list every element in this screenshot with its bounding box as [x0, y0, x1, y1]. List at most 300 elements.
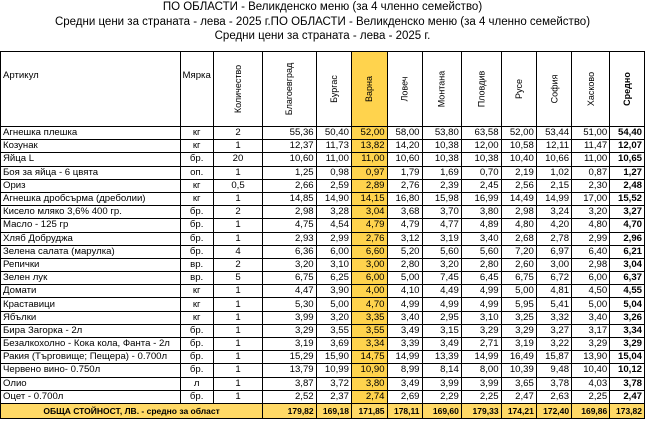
total-cell: 174,21 [501, 403, 536, 418]
item-unit: бр. [180, 245, 213, 258]
price-cell: 2,80 [387, 258, 422, 271]
table-row [1, 153, 645, 166]
price-cell: 3,40 [572, 311, 610, 324]
price-cell: 2,52 [263, 390, 316, 403]
price-cell: 3,29 [501, 324, 536, 337]
price-cell: 2,80 [461, 258, 501, 271]
price-cell: 2,25 [461, 390, 501, 403]
price-cell: 10,39 [501, 364, 536, 377]
avg-cell: 54,40 [610, 127, 645, 140]
price-cell: 0,97 [351, 166, 387, 179]
avg-cell: 2,48 [610, 179, 645, 192]
item-unit: кг [180, 311, 213, 324]
price-cell: 4,10 [387, 285, 422, 298]
price-cell: 4,99 [461, 298, 501, 311]
price-cell: 3,87 [263, 377, 316, 390]
table-row [1, 324, 645, 337]
avg-cell: 5,04 [610, 298, 645, 311]
price-cell: 51,00 [572, 127, 610, 140]
table-row [1, 351, 645, 364]
price-cell: 2,78 [536, 232, 571, 245]
price-cell: 3,00 [536, 258, 571, 271]
price-cell: 10,60 [387, 153, 422, 166]
price-cell: 3,69 [316, 338, 351, 351]
price-cell: 13,79 [263, 364, 316, 377]
title-block [0, 0, 645, 44]
header-article: Артикул [1, 52, 181, 127]
price-cell: 3,29 [572, 338, 610, 351]
price-cell: 3,15 [422, 324, 461, 337]
item-qty: 5 [213, 272, 262, 285]
price-cell: 2,99 [316, 232, 351, 245]
price-cell: 6,75 [263, 272, 316, 285]
avg-cell: 10,12 [610, 364, 645, 377]
price-cell: 10,99 [316, 364, 351, 377]
item-qty: 1 [213, 338, 262, 351]
price-cell: 12,11 [536, 140, 571, 153]
price-cell: 14,99 [536, 192, 571, 205]
price-cell: 3,49 [387, 324, 422, 337]
price-cell: 10,60 [263, 153, 316, 166]
price-cell: 10,38 [422, 153, 461, 166]
price-cell: 4,03 [572, 377, 610, 390]
price-cell: 3,34 [351, 338, 387, 351]
item-name: Репички [1, 258, 181, 271]
price-cell: 6,36 [263, 245, 316, 258]
price-cell: 3,80 [351, 377, 387, 390]
price-cell: 0,87 [572, 166, 610, 179]
price-cell: 13,39 [422, 351, 461, 364]
price-cell: 1,69 [422, 166, 461, 179]
price-cell: 2,89 [351, 179, 387, 192]
price-cell: 3,17 [572, 324, 610, 337]
table-row [1, 364, 645, 377]
price-cell: 4,81 [536, 285, 571, 298]
item-name: Кисело мляко 3,6% 400 гр. [1, 206, 181, 219]
item-name: Ориз [1, 179, 181, 192]
item-qty: 1 [213, 232, 262, 245]
price-cell: 1,79 [387, 166, 422, 179]
price-cell: 13,90 [572, 351, 610, 364]
price-cell: 3,90 [316, 285, 351, 298]
price-cell: 2,47 [501, 390, 536, 403]
avg-cell: 1,27 [610, 166, 645, 179]
avg-cell: 3,27 [610, 206, 645, 219]
item-name: Масло - 125 гр [1, 219, 181, 232]
price-cell: 9,48 [536, 364, 571, 377]
price-cell: 3,68 [387, 206, 422, 219]
price-cell: 6,72 [536, 272, 571, 285]
price-cell: 3,28 [316, 206, 351, 219]
item-qty: 1 [213, 140, 262, 153]
total-cell: 179,82 [263, 403, 316, 418]
price-cell: 4,80 [572, 219, 610, 232]
item-unit: л [180, 377, 213, 390]
price-cell: 6,75 [501, 272, 536, 285]
price-cell: 3,40 [461, 232, 501, 245]
total-cell: 169,60 [422, 403, 461, 418]
price-cell: 5,20 [387, 245, 422, 258]
header-unit: Мярка [180, 52, 213, 127]
price-cell: 3,20 [422, 258, 461, 271]
price-cell: 11,47 [572, 140, 610, 153]
item-name: Агнешка дробсърма (дреболии) [1, 192, 181, 205]
avg-cell: 2,47 [610, 390, 645, 403]
avg-cell: 15,04 [610, 351, 645, 364]
table-row [1, 285, 645, 298]
total-row [1, 403, 645, 418]
table-row [1, 232, 645, 245]
price-cell: 2,63 [536, 390, 571, 403]
price-cell: 2,59 [316, 179, 351, 192]
price-cell: 3,29 [263, 324, 316, 337]
price-cell: 3,70 [422, 206, 461, 219]
header-qty: Количество [213, 52, 262, 127]
price-cell: 3,49 [387, 377, 422, 390]
price-cell: 6,97 [536, 245, 571, 258]
header-row [1, 52, 645, 127]
price-cell: 14,99 [387, 351, 422, 364]
price-cell: 4,99 [387, 298, 422, 311]
price-cell: 0,70 [461, 166, 501, 179]
price-cell: 5,95 [501, 298, 536, 311]
price-cell: 5,30 [263, 298, 316, 311]
header-city: София [536, 52, 571, 127]
item-name: Козунак [1, 140, 181, 153]
avg-cell: 12,07 [610, 140, 645, 153]
price-cell: 3,19 [422, 232, 461, 245]
item-unit: кг [180, 285, 213, 298]
price-cell: 2,98 [263, 206, 316, 219]
total-cell: 169,18 [316, 403, 351, 418]
item-qty: 1 [213, 285, 262, 298]
table-row [1, 245, 645, 258]
total-cell: 178,11 [387, 403, 422, 418]
price-cell: 10,66 [536, 153, 571, 166]
price-cell: 15,87 [536, 351, 571, 364]
item-qty: 1 [213, 219, 262, 232]
price-cell: 17,00 [572, 192, 610, 205]
price-cell: 6,00 [572, 272, 610, 285]
price-cell: 16,49 [501, 351, 536, 364]
price-cell: 4,47 [263, 285, 316, 298]
price-cell: 14,90 [316, 192, 351, 205]
item-name: Безалкохолно - Кока кола, Фанта - 2л [1, 338, 181, 351]
price-cell: 14,49 [501, 192, 536, 205]
avg-cell: 3,26 [610, 311, 645, 324]
price-cell: 2,45 [461, 179, 501, 192]
price-cell: 3,29 [461, 324, 501, 337]
item-unit: бр. [180, 351, 213, 364]
price-cell: 12,00 [461, 140, 501, 153]
item-qty: 1 [213, 192, 262, 205]
price-cell: 3,39 [387, 338, 422, 351]
item-name: Зелен лук [1, 272, 181, 285]
price-cell: 4,79 [387, 219, 422, 232]
price-cell: 11,00 [351, 153, 387, 166]
price-cell: 2,19 [501, 166, 536, 179]
price-cell: 2,76 [387, 179, 422, 192]
price-cell: 2,37 [316, 390, 351, 403]
table-row [1, 179, 645, 192]
total-label: ОБЩА СТОЙНОСТ, ЛВ. - средно за област [1, 403, 263, 418]
price-cell: 2,69 [387, 390, 422, 403]
price-cell: 2,98 [572, 258, 610, 271]
avg-cell: 4,55 [610, 285, 645, 298]
price-cell: 2,30 [572, 179, 610, 192]
header-city: Благоевград [263, 52, 316, 127]
item-unit: вр. [180, 272, 213, 285]
item-qty: 4 [213, 245, 262, 258]
avg-cell: 15,52 [610, 192, 645, 205]
item-unit: бр. [180, 219, 213, 232]
item-name: Боя за яйца - 6 цвята [1, 166, 181, 179]
price-cell: 8,00 [461, 364, 501, 377]
price-cell: 4,89 [461, 219, 501, 232]
item-name: Яйца L [1, 153, 181, 166]
header-city: Монтана [422, 52, 461, 127]
price-cell: 10,38 [422, 140, 461, 153]
item-name: Оцет - 0.700л [1, 390, 181, 403]
item-qty: 1 [213, 351, 262, 364]
price-cell: 3,00 [351, 258, 387, 271]
price-cell: 2,29 [422, 390, 461, 403]
price-cell: 4,00 [351, 285, 387, 298]
price-cell: 16,80 [387, 192, 422, 205]
item-qty: 20 [213, 153, 262, 166]
price-cell: 2,25 [572, 390, 610, 403]
price-cell: 15,29 [263, 351, 316, 364]
price-cell: 2,39 [422, 179, 461, 192]
avg-cell: 3,04 [610, 258, 645, 271]
title-line-1: ПО ОБЛАСТИ - Великденско меню (за 4 членно семейство) [162, 1, 483, 13]
item-qty: 1 [213, 298, 262, 311]
price-cell: 6,40 [572, 245, 610, 258]
price-cell: 4,77 [422, 219, 461, 232]
item-unit: бр. [180, 324, 213, 337]
price-cell: 5,00 [387, 272, 422, 285]
item-name: Хляб Добруджа [1, 232, 181, 245]
avg-cell: 10,65 [610, 153, 645, 166]
total-avg: 173,82 [610, 403, 645, 418]
price-cell: 58,00 [387, 127, 422, 140]
price-cell: 2,56 [501, 179, 536, 192]
price-cell: 53,44 [536, 127, 571, 140]
price-cell: 2,60 [501, 258, 536, 271]
item-qty: 1 [213, 324, 262, 337]
price-cell: 7,20 [501, 245, 536, 258]
price-cell: 4,20 [536, 219, 571, 232]
price-cell: 3,65 [501, 377, 536, 390]
price-cell: 10,38 [461, 153, 501, 166]
avg-cell: 4,70 [610, 219, 645, 232]
price-cell: 3,80 [461, 206, 501, 219]
price-cell: 11,73 [316, 140, 351, 153]
item-name: Агнешка плешка [1, 127, 181, 140]
price-cell: 4,54 [316, 219, 351, 232]
price-cell: 2,99 [572, 232, 610, 245]
item-qty: 0,5 [213, 179, 262, 192]
item-unit: оп. [180, 166, 213, 179]
table-row [1, 127, 645, 140]
price-cell: 4,80 [501, 219, 536, 232]
price-cell: 7,45 [422, 272, 461, 285]
price-cell: 55,36 [263, 127, 316, 140]
header-city: Хасково [572, 52, 610, 127]
price-table [0, 51, 645, 419]
price-cell: 5,41 [536, 298, 571, 311]
item-name: Червено вино- 0.750л [1, 364, 181, 377]
price-cell: 3,12 [387, 232, 422, 245]
header-city-highlighted: Варна [351, 52, 387, 127]
item-unit: кг [180, 192, 213, 205]
price-cell: 3,99 [422, 377, 461, 390]
price-cell: 12,37 [263, 140, 316, 153]
table-body [1, 127, 645, 419]
item-unit: кг [180, 179, 213, 192]
price-cell: 3,72 [316, 377, 351, 390]
price-cell: 63,58 [461, 127, 501, 140]
price-cell: 6,00 [351, 272, 387, 285]
price-cell: 11,00 [572, 153, 610, 166]
price-cell: 4,75 [263, 219, 316, 232]
price-cell: 3,49 [422, 338, 461, 351]
price-cell: 3,10 [316, 258, 351, 271]
item-unit: бр. [180, 153, 213, 166]
price-cell: 50,40 [316, 127, 351, 140]
price-cell: 5,00 [501, 285, 536, 298]
price-cell: 14,85 [263, 192, 316, 205]
price-cell: 3,10 [461, 311, 501, 324]
price-cell: 15,98 [422, 192, 461, 205]
price-cell: 3,20 [316, 311, 351, 324]
avg-cell: 2,96 [610, 232, 645, 245]
avg-cell: 6,21 [610, 245, 645, 258]
price-cell: 3,55 [351, 324, 387, 337]
item-name: Олио [1, 377, 181, 390]
price-cell: 2,98 [501, 206, 536, 219]
table-row [1, 377, 645, 390]
price-cell: 3,04 [351, 206, 387, 219]
item-name: Зелена салата (марулка) [1, 245, 181, 258]
price-cell: 4,50 [572, 285, 610, 298]
price-cell: 3,99 [461, 377, 501, 390]
price-cell: 10,40 [572, 364, 610, 377]
item-unit: бр. [180, 338, 213, 351]
item-name: Ракия (Търговище; Пещера) - 0.700л [1, 351, 181, 364]
table-row [1, 311, 645, 324]
price-cell: 3,40 [387, 311, 422, 324]
price-cell: 8,14 [422, 364, 461, 377]
item-unit: бр. [180, 364, 213, 377]
item-unit: кг [180, 298, 213, 311]
item-unit: кг [180, 140, 213, 153]
price-cell: 4,79 [351, 219, 387, 232]
total-cell: 172,40 [536, 403, 571, 418]
price-cell: 2,66 [263, 179, 316, 192]
total-cell: 179,33 [461, 403, 501, 418]
header-city: Бургас [316, 52, 351, 127]
price-cell: 4,70 [351, 298, 387, 311]
table-row [1, 192, 645, 205]
price-cell: 4,49 [422, 285, 461, 298]
price-cell: 6,60 [351, 245, 387, 258]
item-qty: 2 [213, 127, 262, 140]
price-cell: 2,93 [263, 232, 316, 245]
price-cell: 8,99 [387, 364, 422, 377]
total-cell: 171,85 [351, 403, 387, 418]
table-row [1, 140, 645, 153]
price-cell: 3,55 [316, 324, 351, 337]
price-cell: 16,99 [461, 192, 501, 205]
price-cell: 15,90 [316, 351, 351, 364]
item-unit: бр. [180, 232, 213, 245]
price-cell: 11,00 [316, 153, 351, 166]
price-cell: 4,99 [422, 298, 461, 311]
item-unit: вр. [180, 258, 213, 271]
price-cell: 0,98 [316, 166, 351, 179]
price-cell: 3,78 [536, 377, 571, 390]
header-city: Русе [501, 52, 536, 127]
header-avg: Средно [610, 52, 645, 127]
table-row [1, 390, 645, 403]
price-cell: 52,00 [351, 127, 387, 140]
table-row [1, 219, 645, 232]
table-row [1, 298, 645, 311]
table-row [1, 338, 645, 351]
price-cell: 10,58 [501, 140, 536, 153]
avg-cell: 6,37 [610, 272, 645, 285]
price-cell: 52,00 [501, 127, 536, 140]
price-cell: 10,90 [351, 364, 387, 377]
item-qty: 1 [213, 166, 262, 179]
price-cell: 2,76 [351, 232, 387, 245]
title-line-3: Средни цени за страната - лева - 2025 г. [214, 30, 431, 42]
item-name: Бира Загорка - 2л [1, 324, 181, 337]
item-qty: 1 [213, 364, 262, 377]
item-name: Домати [1, 285, 181, 298]
item-qty: 2 [213, 206, 262, 219]
price-cell: 2,68 [501, 232, 536, 245]
item-unit: кг [180, 127, 213, 140]
price-cell: 14,15 [351, 192, 387, 205]
price-cell: 3,35 [351, 311, 387, 324]
item-name: Ябълки [1, 311, 181, 324]
item-qty: 2 [213, 258, 262, 271]
item-qty: 1 [213, 377, 262, 390]
price-cell: 14,99 [461, 351, 501, 364]
price-cell: 14,20 [387, 140, 422, 153]
price-cell: 5,60 [422, 245, 461, 258]
price-cell: 3,20 [263, 258, 316, 271]
price-cell: 4,99 [461, 285, 501, 298]
price-cell: 10,40 [501, 153, 536, 166]
item-qty: 1 [213, 311, 262, 324]
price-cell: 3,27 [536, 324, 571, 337]
item-name: Краставици [1, 298, 181, 311]
price-cell: 3,22 [536, 338, 571, 351]
price-cell: 3,99 [263, 311, 316, 324]
table-row [1, 166, 645, 179]
table-row [1, 206, 645, 219]
price-cell: 3,19 [501, 338, 536, 351]
price-cell: 2,71 [461, 338, 501, 351]
price-cell: 3,25 [501, 311, 536, 324]
price-cell: 5,60 [461, 245, 501, 258]
price-cell: 3,32 [536, 311, 571, 324]
avg-cell: 3,78 [610, 377, 645, 390]
table-row [1, 258, 645, 271]
